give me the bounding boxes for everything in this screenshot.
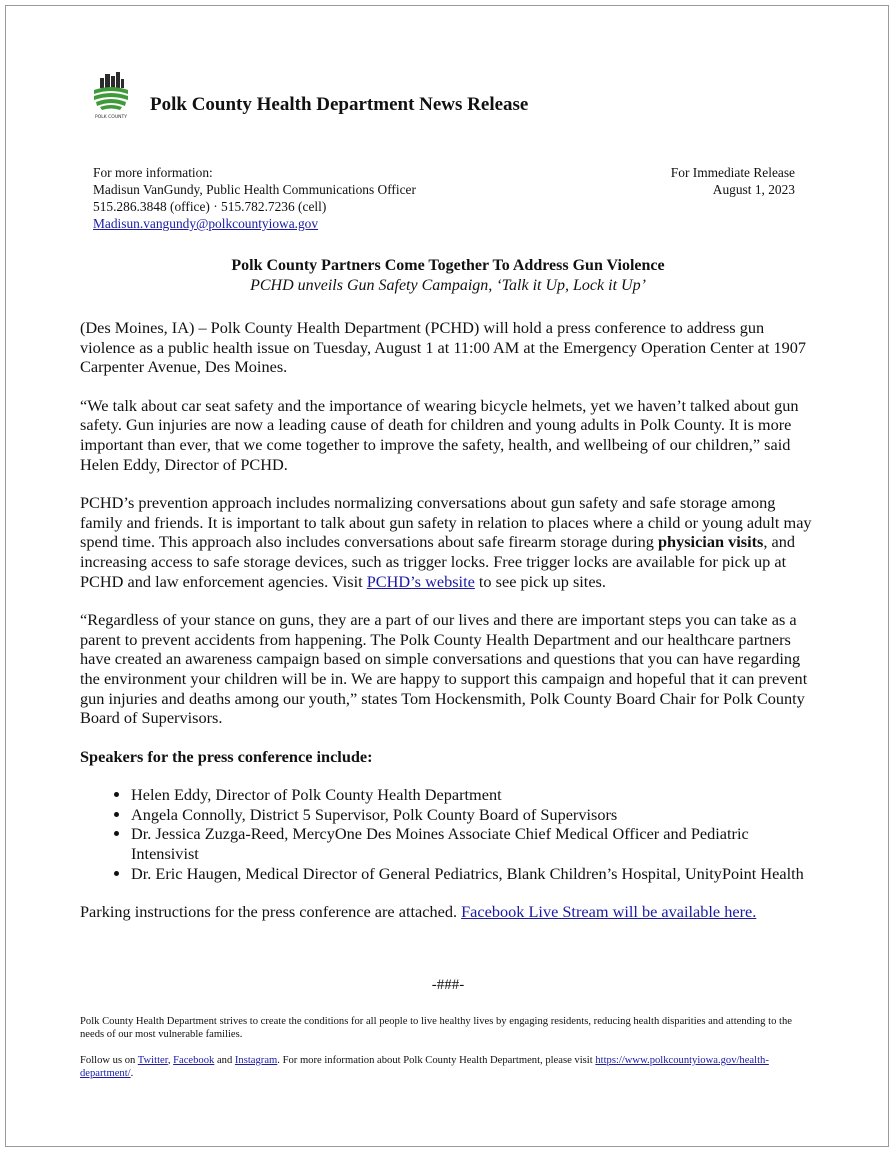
speakers-heading: Speakers for the press conference include: — [80, 746, 373, 766]
facebook-live-link[interactable]: Facebook Live Stream will be available here. — [461, 902, 757, 922]
health-department-url-link[interactable]: https://www.polkcountyiowa.gov/health-department/ — [80, 1054, 769, 1080]
footer-period: . — [130, 1068, 134, 1080]
headline-title: Polk County Partners Come Together To Address Gun Violence — [231, 257, 665, 274]
logo-text: POLK COUNTY — [95, 115, 127, 120]
paragraph-intro: (Des Moines, IA) – Polk County Health Department (PCHD) will hold a press conference to address gun violence as a public health issue on Tuesday, August 1 at 11:00 AM at the Emergency Operation Center at 1907 Carpenter Avenue, Des Moines. — [80, 318, 807, 377]
release-status: For Immediate Release — [670, 165, 795, 180]
release-date: August 1, 2023 — [712, 182, 795, 197]
contact-person: Madisun VanGundy, Public Health Communications Officer — [93, 182, 416, 197]
instagram-link[interactable]: Instagram — [234, 1054, 278, 1066]
contact-phone: 515.286.3848 (office) · 515.782.7236 (cell) — [93, 199, 327, 214]
contact-email-link[interactable]: Madisun.vangundy@polkcountyiowa.gov — [93, 216, 319, 231]
parking-text: Parking instructions for the press conference are attached. — [80, 902, 462, 922]
paragraph-prevention-text-b: , and increasing access to safe storage devices, such as trigger locks. Free trigger locks are available for pick up at PCHD and law enforcement agencies. Visit — [80, 532, 796, 591]
footer-comma: , — [167, 1054, 174, 1066]
list-item: • Dr. Eric Haugen, Medical Director of General Pediatrics, Blank Children’s Hospital, UnityPoint Health — [131, 864, 820, 884]
facebook-link[interactable]: Facebook — [173, 1054, 215, 1066]
paragraph-prevention-text-a: PCHD’s prevention approach includes normalizing conversations about gun safety and safe storage among family and friends. It is important to talk about gun safety in relation to places where a child or young adult may spend time. This approach also includes conversations about safe firearm storage during — [80, 493, 812, 552]
release-block — [671, 164, 795, 198]
paragraph-prevention — [80, 493, 820, 591]
speakers-list — [80, 785, 820, 883]
paragraph-quote-eddy: “We talk about car seat safety and the importance of wearing bicycle helmets, yet we haven’t talked about gun safety. Gun injuries are now a leading cause of death for children and young adults in Polk County. It is more important than ever, that we come together to improve the safety, health, and wellbeing of our children,” said Helen Eddy, Director of PCHD. — [80, 395, 799, 474]
list-item: • Angela Connolly, District 5 Supervisor, Polk County Board of Supervisors — [131, 805, 820, 825]
footer-follow-text-b: . For more information about Polk County Health Department, please visit — [277, 1054, 596, 1066]
article-body — [80, 318, 820, 941]
footer-follow — [80, 1054, 810, 1081]
end-mark: -###- — [431, 977, 465, 993]
contact-label: For more information: — [93, 165, 213, 180]
twitter-link[interactable]: Twitter — [137, 1054, 168, 1066]
page-title: Polk County Health Department News Release — [150, 94, 529, 115]
pchd-website-link[interactable]: PCHD’s website — [366, 571, 475, 591]
paragraph-quote-hockensmith: “Regardless of your stance on guns, they are a part of our lives and there are important steps you can take as a parent to prevent accidents from happening. The Polk County Health Department and our healthcare partners have created an awareness campaign based on simple conversations and questions that you can have regarding the environment your children will be in. We are happy to support this campaign and hopeful that it can prevent gun injuries and deaths among our youth,” states Tom Hockensmith, Polk County Board Chair for Polk County Board of Supervisors. — [80, 610, 808, 728]
paragraph-parking — [80, 902, 820, 922]
footer-and: and — [214, 1054, 235, 1066]
footer-follow-text-a: Follow us on — [80, 1054, 138, 1066]
headline — [80, 256, 816, 296]
pchd-logo-icon — [88, 72, 134, 122]
paragraph-prevention-text-c: to see pick up sites. — [474, 571, 606, 591]
physician-visits-bold: physician visits — [657, 532, 764, 552]
headline-subtitle: PCHD unveils Gun Safety Campaign, ‘Talk it Up, Lock it Up’ — [250, 277, 646, 294]
footer-mission: Polk County Health Department strives to create the conditions for all people to live healthy lives by engaging residents, reducing health disparities and attending to the needs of our most vulnerable families. — [80, 1016, 792, 1041]
footer — [80, 1015, 810, 1093]
contact-block — [93, 164, 416, 232]
list-item: • Dr. Jessica Zuzga-Reed, MercyOne Des Moines Associate Chief Medical Officer and Pediatric Intensivist — [131, 824, 820, 863]
list-item: • Helen Eddy, Director of Polk County Health Department — [131, 785, 820, 805]
